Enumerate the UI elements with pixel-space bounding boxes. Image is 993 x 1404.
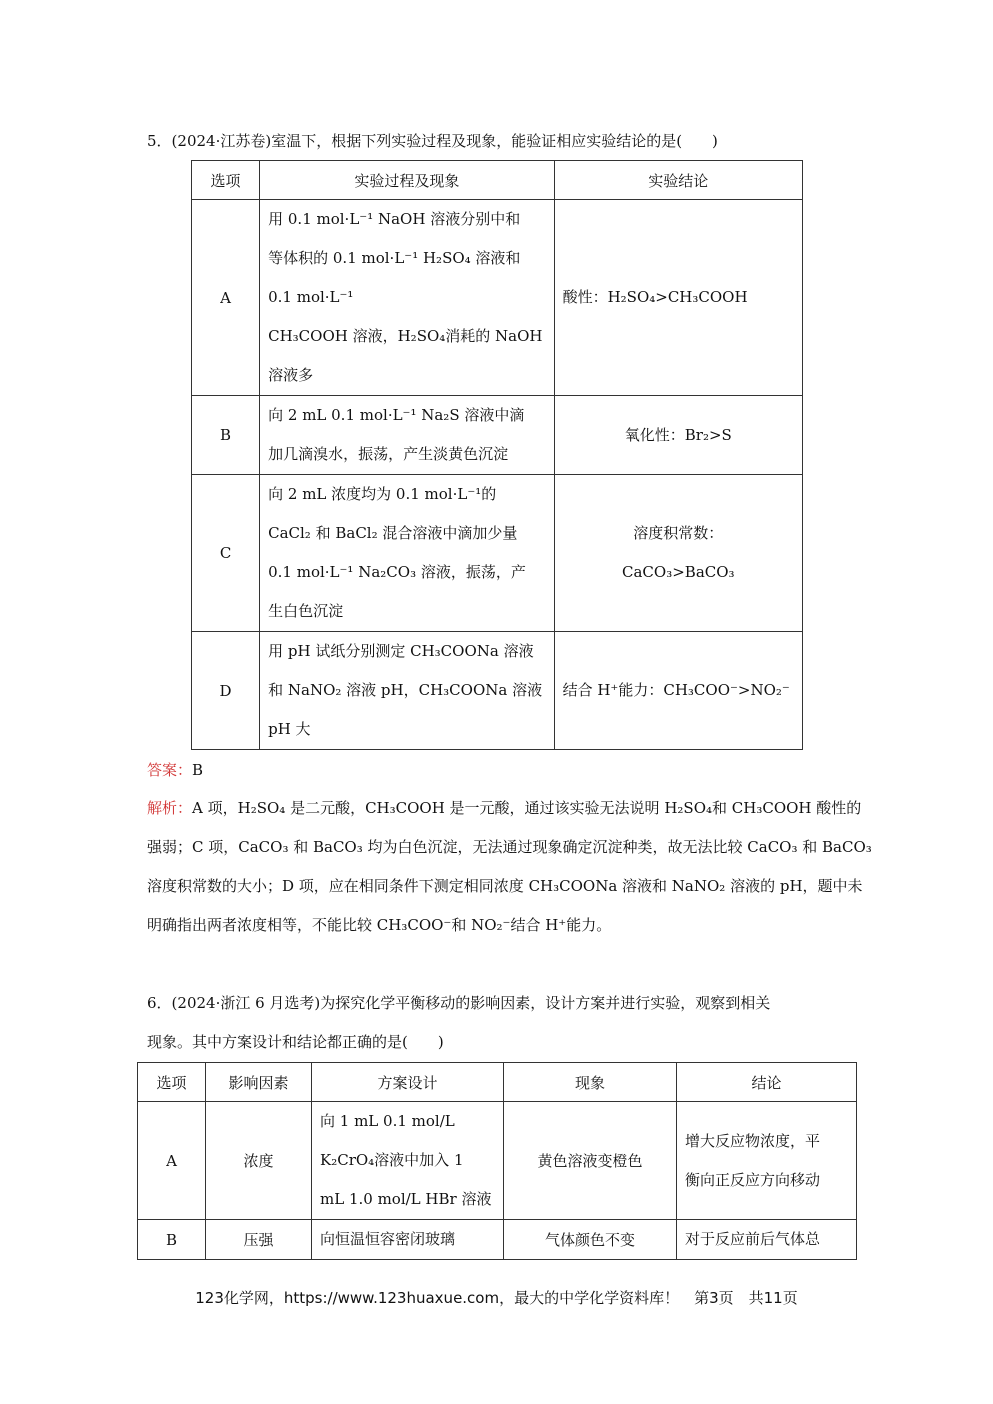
row-option: A <box>192 200 260 396</box>
design-line: K₂CrO₄溶液中加入 1 <box>320 1151 464 1169</box>
explanation-text: A 项，H₂SO₄ 是二元酸，CH₃COOH 是一元酸，通过该实验无法说明 H₂SO₄和 CH₃COOH 酸性的强弱；C 项，CaCO₃ 和 BaCO₃ 均为白色沉淀，无法通过现象确定沉淀种类，故无法比较 CaCO₃ 和 BaCO₃ 溶度积常数的大小；D 项，应在相同条件下测定相同浓度 CH₃COONa 溶液和 NaNO₂ 溶液的 pH，题中未明确指出两者浓度相等，不能比较 CH₃COO⁻和 NO₂⁻结合 H⁺能力。 <box>147 799 872 934</box>
process-line: 和 NaNO₂ 溶液 pH，CH₃COONa 溶液 <box>268 681 543 699</box>
table-row <box>138 1102 857 1220</box>
question-6-title-line2: 现象。其中方案设计和结论都正确的是( ) <box>147 1033 444 1051</box>
table-row <box>192 396 803 475</box>
conclusion-line: 衡向正反应方向移动 <box>685 1170 821 1189</box>
answer-value: B <box>192 761 204 779</box>
row-conclusion <box>554 396 802 475</box>
header-design: 方案设计 <box>312 1063 504 1102</box>
conclusion-line: 结合 H⁺能力：CH₃COO⁻>NO₂⁻ <box>562 681 790 699</box>
process-line: 0.1 mol·L⁻¹ Na₂CO₃ 溶液，振荡，产 <box>268 563 526 581</box>
table-header-row <box>138 1063 857 1102</box>
header-factor: 影响因素 <box>206 1063 312 1102</box>
question-5-table <box>191 160 803 750</box>
conclusion-line: 增大反应物浓度，平 <box>685 1131 821 1150</box>
table-row <box>192 632 803 750</box>
explanation-label: 解析： <box>147 799 193 817</box>
header-option: 选项 <box>192 161 260 200</box>
row-phenomenon: 气体颜色不变 <box>504 1220 677 1260</box>
table-row <box>192 200 803 396</box>
process-line: 向 2 mL 浓度均为 0.1 mol·L⁻¹的 <box>268 485 497 503</box>
header-conclusion: 结论 <box>677 1063 857 1102</box>
row-option: B <box>192 396 260 475</box>
row-process <box>260 632 554 750</box>
process-line: 用 0.1 mol·L⁻¹ NaOH 溶液分别中和 <box>268 210 521 228</box>
answer-label: 答案： <box>147 761 193 779</box>
conclusion-line: CaCO₃>BaCO₃ <box>622 563 735 581</box>
row-option: A <box>138 1102 206 1220</box>
process-line: 生白色沉淀 <box>268 602 344 620</box>
conclusion-line: 酸性：H₂SO₄>CH₃COOH <box>562 288 748 306</box>
table-row <box>192 475 803 632</box>
header-phenomenon: 现象 <box>504 1063 677 1102</box>
row-option: B <box>138 1220 206 1260</box>
row-design <box>312 1102 504 1220</box>
row-conclusion <box>554 200 802 396</box>
process-line: 等体积的 0.1 mol·L⁻¹ H₂SO₄ 溶液和 <box>268 249 521 267</box>
process-line: CH₃COOH 溶液，H₂SO₄消耗的 NaOH <box>268 327 543 345</box>
process-line: 溶液多 <box>268 366 314 384</box>
design-line: 向恒温恒容密闭玻璃 <box>320 1230 456 1248</box>
row-option: C <box>192 475 260 632</box>
process-line: 向 2 mL 0.1 mol·L⁻¹ Na₂S 溶液中滴 <box>268 406 525 424</box>
header-option: 选项 <box>138 1063 206 1102</box>
question-5-title: 5．(2024·江苏卷)室温下，根据下列实验过程及现象，能验证相应实验结论的是( ) <box>147 132 718 150</box>
row-process <box>260 396 554 475</box>
process-line: CaCl₂ 和 BaCl₂ 混合溶液中滴加少量 <box>268 524 518 542</box>
row-conclusion <box>554 475 802 632</box>
conclusion-line: 对于反应前后气体总 <box>685 1230 821 1248</box>
question-6-title-line1: 6．(2024·浙江 6 月选考)为探究化学平衡移动的影响因素，设计方案并进行实验，观察到相关 <box>147 994 771 1012</box>
row-conclusion <box>554 632 802 750</box>
process-line: 0.1 mol·L⁻¹ <box>268 288 354 306</box>
header-process: 实验过程及现象 <box>260 161 554 200</box>
row-conclusion <box>677 1102 857 1220</box>
process-line: pH 大 <box>268 720 311 738</box>
row-design <box>312 1220 504 1260</box>
header-conclusion: 实验结论 <box>554 161 802 200</box>
row-option: D <box>192 632 260 750</box>
conclusion-line: 氧化性：Br₂>S <box>624 425 732 444</box>
row-phenomenon: 黄色溶液变橙色 <box>504 1102 677 1220</box>
page-footer: 123化学网，https://www.123huaxue.com，最大的中学化学资料库！ 第3页 共11页 <box>195 1289 798 1307</box>
answer <box>147 758 203 782</box>
table-header-row <box>192 161 803 200</box>
conclusion-line: 溶度积常数： <box>633 524 724 542</box>
row-conclusion <box>677 1220 857 1260</box>
row-process <box>260 200 554 396</box>
row-factor: 压强 <box>206 1220 312 1260</box>
design-line: mL 1.0 mol/L HBr 溶液 <box>320 1190 492 1208</box>
table-row <box>138 1220 857 1260</box>
process-line: 用 pH 试纸分别测定 CH₃COONa 溶液 <box>268 642 534 660</box>
process-line: 加几滴溴水，振荡，产生淡黄色沉淀 <box>268 445 509 463</box>
row-process <box>260 475 554 632</box>
design-line: 向 1 mL 0.1 mol/L <box>320 1112 455 1130</box>
row-factor: 浓度 <box>206 1102 312 1220</box>
explanation <box>147 789 875 945</box>
question-6-table <box>137 1062 857 1260</box>
